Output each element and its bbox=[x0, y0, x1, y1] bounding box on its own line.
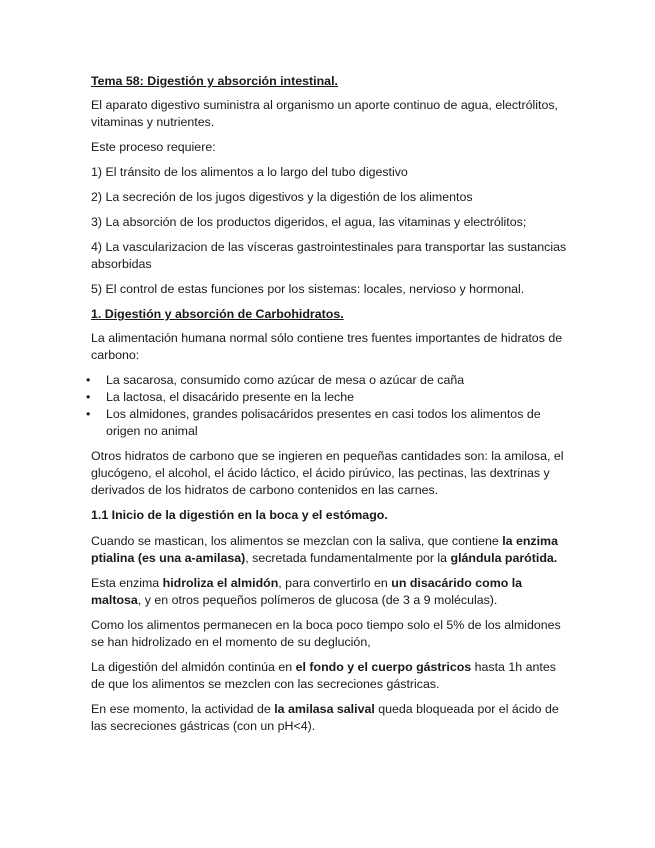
section-intro: La alimentación humana normal sólo contiene tres fuentes importantes de hidratos de carbono: bbox=[91, 331, 563, 362]
paragraph-enzyme bbox=[91, 575, 569, 609]
requirement-item: 3) La absorción de los productos digeridos, el agua, las vitaminas y electrólitos; bbox=[91, 215, 527, 229]
list-item-text: La lactosa, el disacárido presente en la leche bbox=[106, 390, 354, 404]
list-item bbox=[86, 389, 569, 406]
bold-run: la amilasa salival bbox=[274, 702, 375, 716]
bullet-icon: • bbox=[86, 390, 91, 404]
bold-run: la enzima ptialina (es una a-amilasa) bbox=[91, 534, 558, 565]
bold-run: un disacárido como la maltosa bbox=[91, 576, 523, 607]
subsection-heading: 1.1 Inicio de la digestión en la boca y el estómago. bbox=[91, 508, 388, 522]
list-item bbox=[86, 372, 569, 389]
list-item bbox=[86, 406, 569, 440]
bold-run: hidroliza el almidón bbox=[162, 576, 279, 590]
others-paragraph: Otros hidratos de carbono que se ingieren en pequeñas cantidades son: la amilosa, el glucógeno, el alcohol, el ácido láctico, el ácido pirúvico, las pectinas, las dextrinas y derivados de los hidratos de carbono contenidos en las carnes. bbox=[91, 449, 564, 497]
text-run: Esta enzima bbox=[91, 576, 163, 590]
list-item-text: Los almidones, grandes polisacáridos presentes en casi todos los alimentos de origen no animal bbox=[106, 407, 541, 438]
text-run: La digestión del almidón continúa en bbox=[91, 660, 296, 674]
paragraph-stomach bbox=[91, 659, 569, 693]
text-run: Cuando se mastican, los alimentos se mezclan con la saliva, que contiene bbox=[91, 534, 503, 548]
paragraph-mouth-time: Como los alimentos permanecen en la boca poco tiempo solo el 5% de los almidones se han hidrolizado en el momento de su deglución, bbox=[91, 618, 561, 649]
requirement-item: 4) La vascularizacion de las vísceras gastrointestinales para transportar las sustancias absorbidas bbox=[91, 240, 567, 271]
list-item-text: La sacarosa, consumido como azúcar de mesa o azúcar de caña bbox=[106, 373, 465, 387]
paragraph-saliva bbox=[91, 533, 569, 567]
paragraph-amylase-block bbox=[91, 701, 569, 735]
bullet-icon: • bbox=[86, 373, 91, 387]
process-lead: Este proceso requiere: bbox=[91, 140, 216, 154]
requirement-item: 5) El control de estas funciones por los sistemas: locales, nervioso y hormonal. bbox=[91, 282, 525, 296]
bullet-icon: • bbox=[86, 407, 91, 421]
text-run: En ese momento, la actividad de bbox=[91, 702, 275, 716]
text-run: , para convertirlo en bbox=[278, 576, 392, 590]
bold-run: el fondo y el cuerpo gástricos bbox=[295, 660, 472, 674]
bold-run: glándula parótida. bbox=[450, 551, 558, 565]
text-run: , secretada fundamentalmente por la bbox=[245, 551, 451, 565]
text-run: hasta 1h antes de que los alimentos se mezclen con las secreciones gástricas. bbox=[91, 660, 556, 691]
requirement-item: 1) El tránsito de los alimentos a lo largo del tubo digestivo bbox=[91, 165, 408, 179]
bullet-list bbox=[86, 372, 569, 440]
text-run: queda bloqueada por el ácido de las secreciones gástricas (con un pH<4). bbox=[91, 702, 559, 733]
page-title: Tema 58: Digestión y absorción intestinal. bbox=[91, 74, 338, 88]
document-page bbox=[86, 73, 569, 743]
requirement-item: 2) La secreción de los jugos digestivos y la digestión de los alimentos bbox=[91, 190, 473, 204]
intro-paragraph: El aparato digestivo suministra al organismo un aporte continuo de agua, electrólitos, vitaminas y nutrientes. bbox=[91, 98, 558, 129]
section-heading: 1. Digestión y absorción de Carbohidratos. bbox=[91, 307, 344, 321]
text-run: , y en otros pequeños polímeros de glucosa (de 3 a 9 moléculas). bbox=[137, 593, 498, 607]
